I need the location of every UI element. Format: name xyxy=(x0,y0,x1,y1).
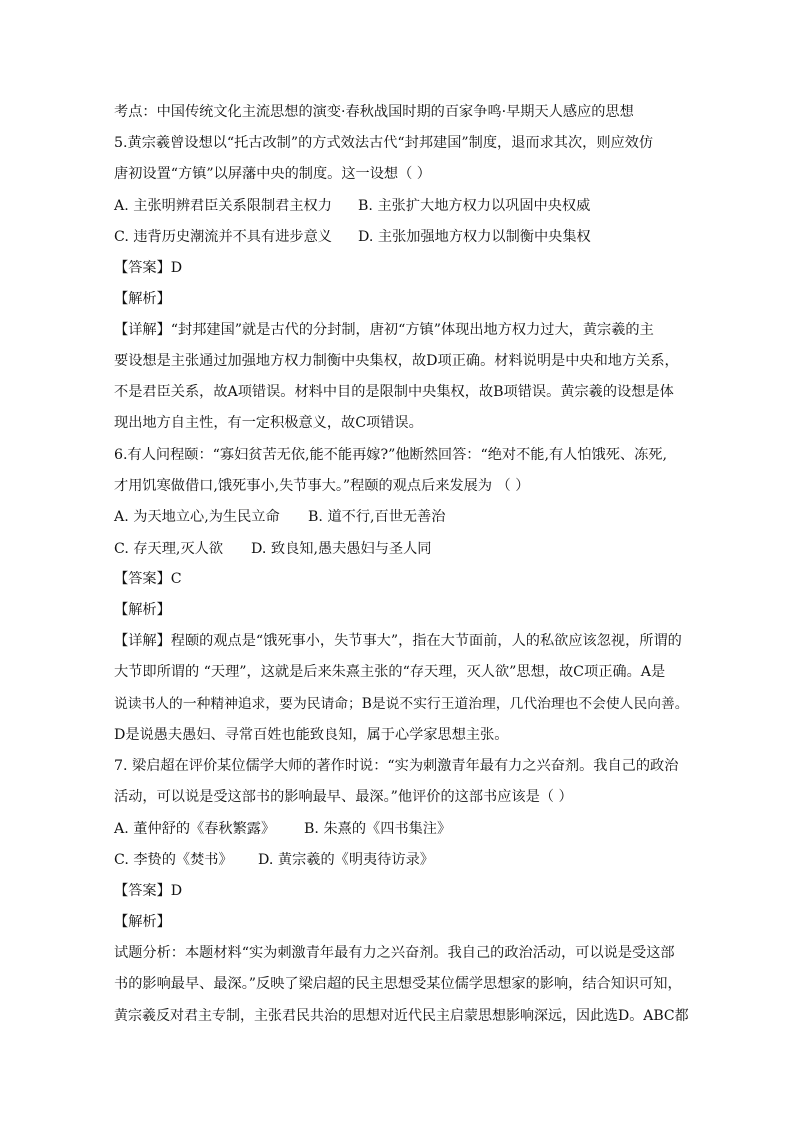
q7-option-c: C. 李贽的《焚书》 xyxy=(114,852,233,868)
q5-answer: 【答案】D xyxy=(114,260,183,276)
q6-answer: 【答案】C xyxy=(114,571,182,587)
q6-option-b: B. 道不行,百世无善治 xyxy=(308,509,446,525)
exam-point-line: 考点：中国传统文化主流思想的演变·春秋战国时期的百家争鸣·早期天人感应的思想 xyxy=(114,104,634,120)
q6-option-c: C. 存天理,灭人欲 xyxy=(114,541,224,557)
q5-option-c: C. 违背历史潮流并不具有进步意义 xyxy=(114,229,332,245)
q6-detail-line-3: 说读书人的一种精神追求，要为民请命；B是说不实行王道治理，几代治理也不会使人民向善。 xyxy=(114,696,689,712)
q7-option-d: D. 黄宗羲的《明夷待访录》 xyxy=(258,852,434,868)
q5-detail-line-3: 不是君臣关系，故A项错误。材料中目的是限制中央集权，故B项错误。黄宗羲的设想是体 xyxy=(114,384,674,400)
q6-detail-line-2: 大节即所谓的 “天理”，这就是后来朱熹主张的“存天理，灭人欲”思想，故C项正确。A是 xyxy=(114,664,666,680)
q6-stem-line-1: 6.有人问程颐：“寡妇贫苦无依,能不能再嫁?”他断然回答：“绝对不能,有人怕饿死、冻死, xyxy=(114,447,667,463)
q5-stem-line-1: 5.黄宗羲曾设想以“托古改制”的方式效法古代“封邦建国”制度，退而求其次，则应效仿 xyxy=(114,135,654,151)
q6-detail-line-4: D是说愚夫愚妇、寻常百姓也能致良知，属于心学家思想主张。 xyxy=(114,727,509,743)
q5-detail-line-4: 现出地方自主性，有一定积极意义，故C项错误。 xyxy=(114,415,423,431)
q5-stem-line-2: 唐初设置“方镇”以屏藩中央的制度。这一设想（ ） xyxy=(114,166,431,182)
q6-option-a: A. 为天地立心,为生民立命 xyxy=(114,509,280,525)
q7-detail-line-2: 书的影响最早、最深。”反映了梁启超的民主思想受某位儒学思想家的影响，结合知识可知， xyxy=(114,976,682,992)
q6-stem-line-2: 才用饥寒做借口,饿死事小,失节事大。”程颐的观点后来发展为 （ ） xyxy=(114,478,530,494)
q7-detail-line-3: 黄宗羲反对君主专制，主张君民共治的思想对近代民主启蒙思想影响深远，因此选D。ABC都 xyxy=(114,1008,689,1024)
q7-analysis-label: 【解析】 xyxy=(114,914,171,930)
q6-detail-line-1: 【详解】程颐的观点是“饿死事小，失节事大”，指在大节面前，人的私欲应该忽视，所谓的 xyxy=(114,633,682,649)
q6-option-d: D. 致良知,愚夫愚妇与圣人同 xyxy=(251,541,432,557)
q7-answer: 【答案】D xyxy=(114,883,183,899)
q5-detail-line-2: 要设想是主张通过加强地方权力制衡中央集权，故D项正确。材料说明是中央和地方关系， xyxy=(114,353,679,369)
q7-detail-line-1: 试题分析：本题材料“实为刺激青年最有力之兴奋剂。我自己的政治活动，可以说是受这部 xyxy=(114,945,675,961)
q5-detail-line-1: 【详解】“封邦建国”就是古代的分封制，唐初“方镇”体现出地方权力过大，黄宗羲的主 xyxy=(114,322,654,338)
q5-option-a: A. 主张明辨君臣关系限制君主权力 xyxy=(114,198,332,214)
q5-option-b: B. 主张扩大地方权力以巩固中央权威 xyxy=(358,198,591,214)
q5-analysis-label: 【解析】 xyxy=(114,291,171,307)
q7-option-a: A. 董仲舒的《春秋繁露》 xyxy=(114,821,276,837)
q6-analysis-label: 【解析】 xyxy=(114,602,171,618)
q5-option-d: D. 主张加强地方权力以制衡中央集权 xyxy=(358,229,591,245)
q7-stem-line-1: 7. 梁启超在评价某位儒学大师的著作时说：“实为刺激青年最有力之兴奋剂。我自己的政治 xyxy=(114,758,679,774)
q7-option-b: B. 朱熹的《四书集注》 xyxy=(304,821,452,837)
q7-stem-line-2: 活动，可以说是受这部书的影响最早、最深。”他评价的这部书应该是（ ） xyxy=(114,789,573,805)
